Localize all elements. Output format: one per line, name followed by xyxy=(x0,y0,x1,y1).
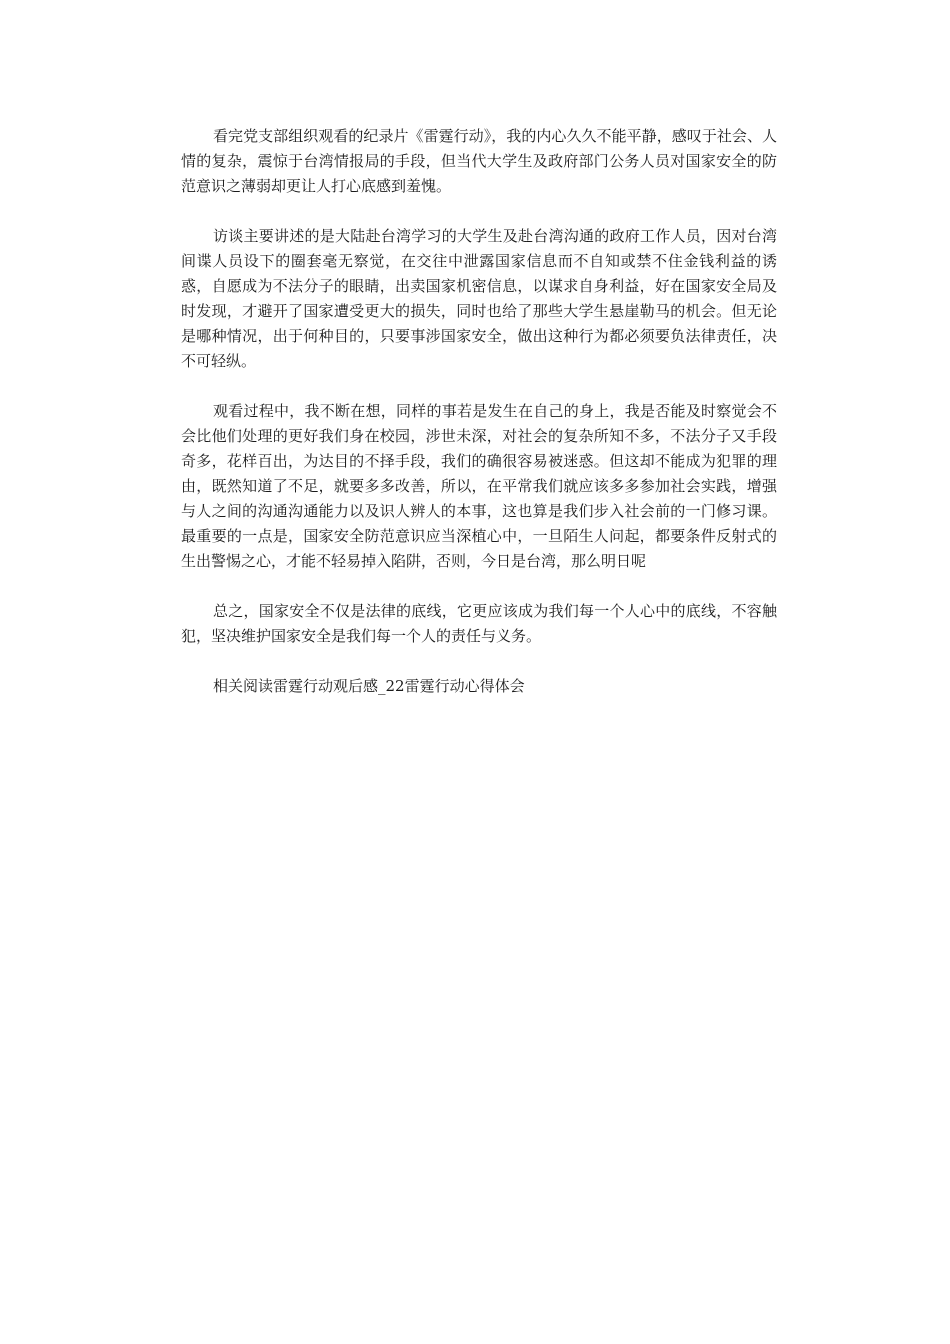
paragraph-interview-summary: 访谈主要讲述的是大陆赴台湾学习的大学生及赴台湾沟通的政府工作人员，因对台湾间谍人员设下的圈套毫无察觉，在交往中泄露国家信息而不自知或禁不住金钱利益的诱惑，自愿成为不法分子的眼睛，出卖国家机密信息，以谋求自身利益，好在国家安全局及时发现，才避开了国家遭受更大的损失，同时也给了那些大学生悬崖勒马的机会。但无论是哪种情况，出于何种目的，只要事涉国家安全，做出这种行为都必须要负法律责任，决不可轻纵。 xyxy=(181,227,777,370)
related-reading-text: 相关阅读雷霆行动观后感_22雷霆行动心得体会 xyxy=(213,677,525,695)
paragraph-conclusion: 总之，国家安全不仅是法律的底线，它更应该成为我们每一个人心中的底线，不容触犯，坚决维护国家安全是我们每一个人的责任与义务。 xyxy=(181,602,777,645)
paragraph-intro: 看完党支部组织观看的纪录片《雷霆行动》，我的内心久久不能平静，感叹于社会、人情的复杂，震惊于台湾情报局的手段，但当代大学生及政府部门公务人员对国家安全的防范意识之薄弱却更让人打心底感到羞愧。 xyxy=(181,127,777,195)
paragraph-reflection: 观看过程中，我不断在想，同样的事若是发生在自己的身上，我是否能及时察觉会不会比他们处理的更好我们身在校园，涉世未深，对社会的复杂所知不多，不法分子又手段奇多，花样百出，为达目的不择手段，我们的确很容易被迷惑。但这却不能成为犯罪的理由，既然知道了不足，就要多多改善，所以，在平常我们就应该多多参加社会实践，增强与人之间的沟通沟通能力以及识人辨人的本事，这也算是我们步入社会前的一门修习课。最重要的一点是，国家安全防范意识应当深植心中，一旦陌生人问起，都要条件反射式的生出警惕之心，才能不轻易掉入陷阱，否则，今日是台湾，那么明日呢 xyxy=(181,402,777,570)
document-body xyxy=(181,124,777,699)
